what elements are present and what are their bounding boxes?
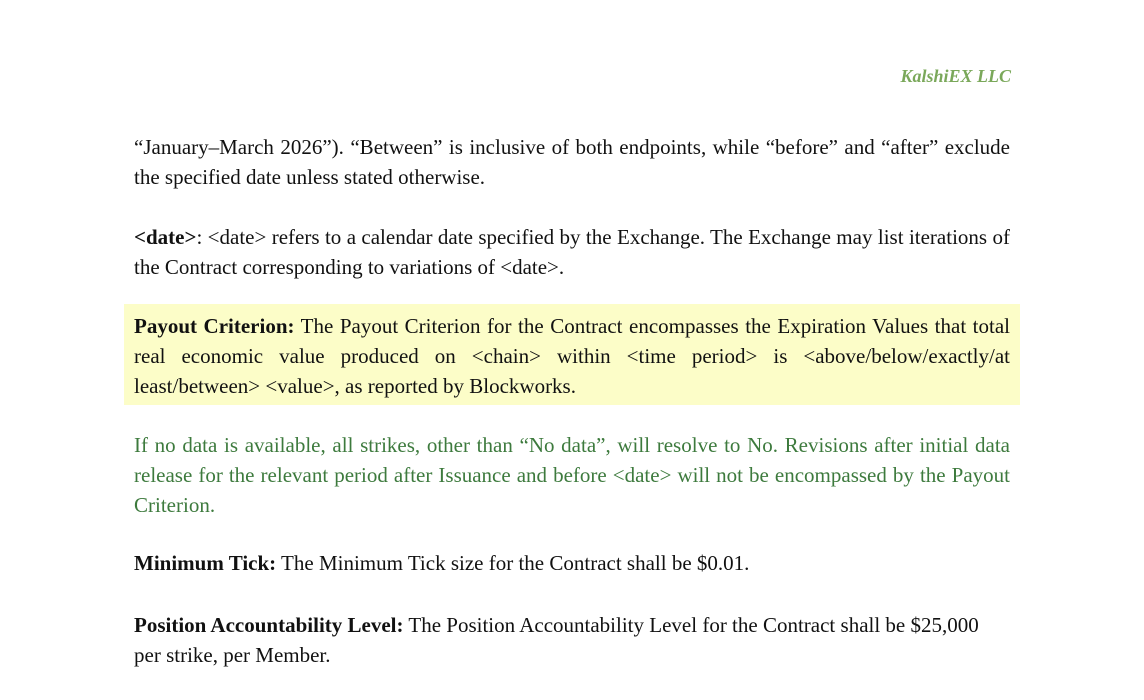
paragraph-date-definition: [134, 222, 1010, 282]
paragraph-no-data: [134, 430, 1010, 520]
paragraph-text: The Position Accountability Level for the Contract shall be $25,000 per strike, per Member.: [134, 613, 979, 667]
term-minimum-tick: Minimum Tick:: [134, 551, 277, 575]
term-position-accountability: Position Accountability Level:: [134, 613, 404, 637]
paragraph-date-range: [134, 132, 1010, 192]
paragraph-text: : <date> refers to a calendar date specified by the Exchange. The Exchange may list iterations of the Contract corresponding to variations of <date>.: [134, 225, 1010, 279]
paragraph-text: “January–March 2026”). “Between” is inclusive of both endpoints, while “before” and “after” exclude the specified date unless stated otherwise.: [134, 135, 1010, 189]
paragraph-minimum-tick: [134, 548, 1010, 578]
paragraph-position-accountability: [134, 610, 1010, 670]
paragraph-text: The Payout Criterion for the Contract encompasses the Expiration Values that total real economic value produced on <chain> within <time period> is <above/below/exactly/at least/between> <value>, as reported by Blockworks.: [134, 314, 1011, 398]
paragraph-payout-criterion: [134, 311, 1010, 401]
term-date: <date>: [134, 225, 197, 249]
company-header: KalshiEX LLC: [900, 66, 1011, 86]
term-payout-criterion: Payout Criterion:: [134, 314, 295, 338]
paragraph-text: If no data is available, all strikes, other than “No data”, will resolve to No. Revisions after initial data release for the relevant period after Issuance and before <date> will not be encompassed by the Payout Criterion.: [134, 433, 1010, 517]
paragraph-text: The Minimum Tick size for the Contract shall be $0.01.: [276, 551, 750, 575]
